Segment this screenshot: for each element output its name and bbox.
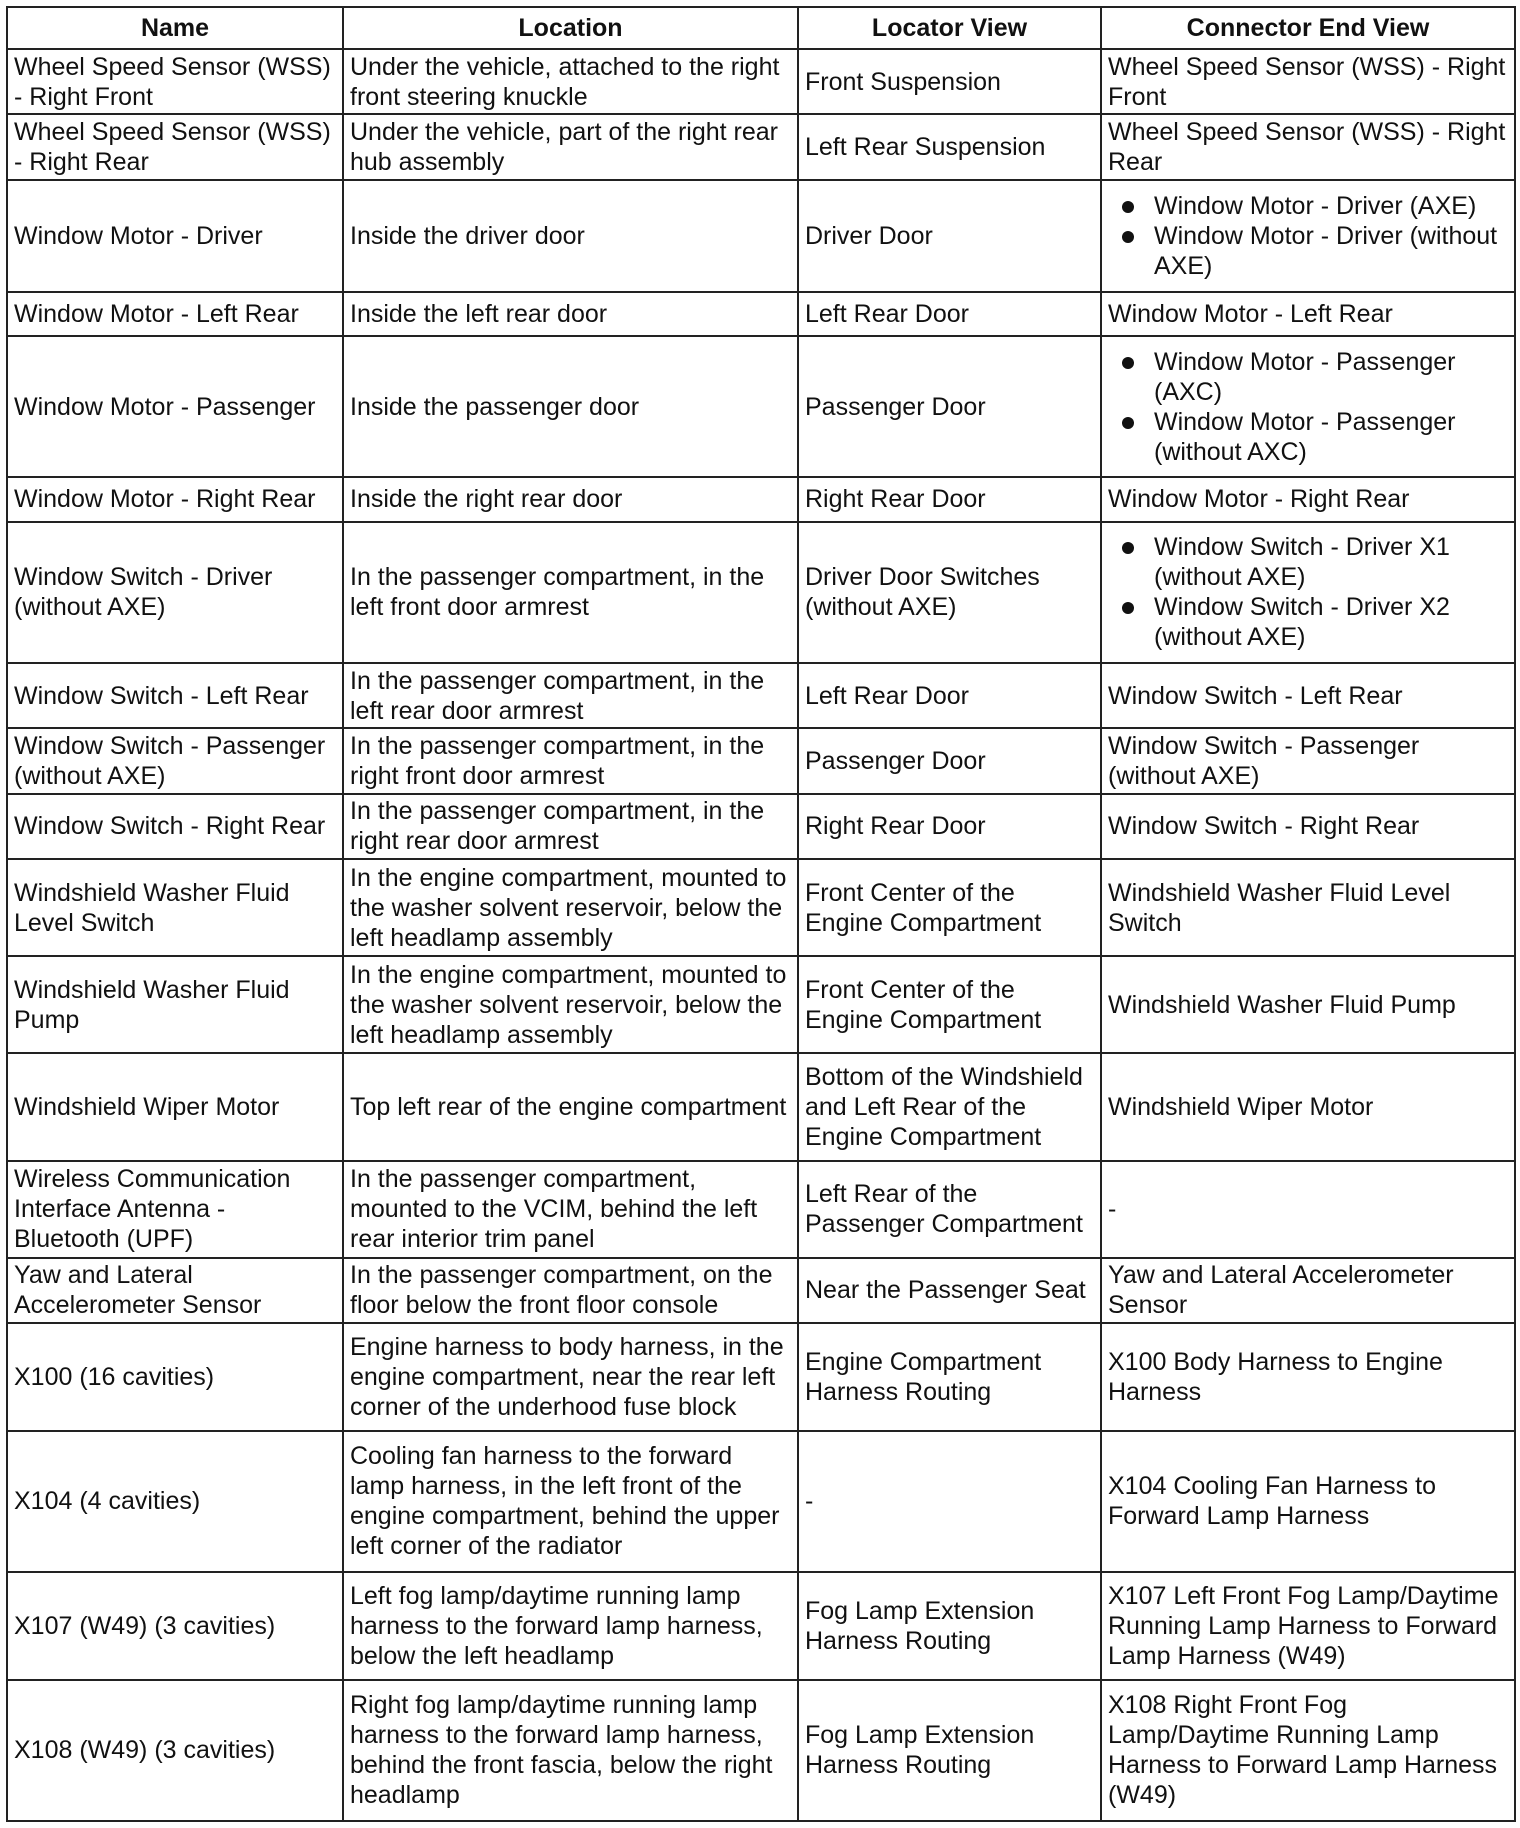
cell-location: In the passenger compartment, in the right front door armrest [343,728,798,793]
cell-location: Engine harness to body harness, in the engine compartment, near the rear left corner of the underhood fuse block [343,1323,798,1431]
cell-connector-end-view: Wheel Speed Sensor (WSS) - Right Front [1101,49,1515,114]
cell-connector-end-view: X104 Cooling Fan Harness to Forward Lamp Harness [1101,1431,1515,1572]
cell-connector-end-view: Windshield Wiper Motor [1101,1053,1515,1161]
cell-locator-view: Near the Passenger Seat [798,1258,1101,1323]
cell-locator-view: Passenger Door [798,336,1101,477]
cell-name: Window Motor - Driver [7,180,343,292]
cell-locator-view: Front Suspension [798,49,1101,114]
cell-connector-end-view: - [1101,1161,1515,1258]
cell-connector-end-view: X107 Left Front Fog Lamp/Daytime Running Lamp Harness to Forward Lamp Harness (W49) [1101,1572,1515,1680]
connector-list-item: Window Switch - Driver X1 (without AXE) [1154,532,1508,592]
connector-list [1108,347,1508,467]
cell-connector-end-view [1101,336,1515,477]
table-row [7,292,1515,336]
cell-location: Under the vehicle, attached to the right front steering knuckle [343,49,798,114]
cell-name: Window Switch - Left Rear [7,663,343,728]
cell-location: Right fog lamp/daytime running lamp harness to the forward lamp harness, behind the front fascia, below the right headlamp [343,1680,798,1821]
cell-connector-end-view: Window Motor - Left Rear [1101,292,1515,336]
cell-locator-view: Right Rear Door [798,477,1101,521]
cell-locator-view: Engine Compartment Harness Routing [798,1323,1101,1431]
connector-table [6,6,1516,1822]
header-location: Location [343,7,798,49]
cell-name: X100 (16 cavities) [7,1323,343,1431]
cell-location: Under the vehicle, part of the right rear hub assembly [343,114,798,179]
table-row [7,49,1515,114]
table-row [7,477,1515,521]
cell-locator-view: Bottom of the Windshield and Left Rear of the Engine Compartment [798,1053,1101,1161]
cell-location: In the passenger compartment, mounted to the VCIM, behind the left rear interior trim panel [343,1161,798,1258]
table-row [7,794,1515,859]
table-row [7,114,1515,179]
header-name: Name [7,7,343,49]
connector-list-item: Window Motor - Driver (AXE) [1154,191,1508,221]
cell-name: Windshield Washer Fluid Level Switch [7,859,343,956]
cell-connector-end-view [1101,522,1515,663]
cell-connector-end-view: Window Motor - Right Rear [1101,477,1515,521]
cell-locator-view: Driver Door [798,180,1101,292]
table-row [7,336,1515,477]
cell-locator-view: - [798,1431,1101,1572]
cell-location: Inside the driver door [343,180,798,292]
cell-name: Wheel Speed Sensor (WSS) - Right Rear [7,114,343,179]
cell-connector-end-view: Windshield Washer Fluid Level Switch [1101,859,1515,956]
cell-locator-view: Fog Lamp Extension Harness Routing [798,1680,1101,1821]
cell-name: Window Motor - Left Rear [7,292,343,336]
cell-location: Top left rear of the engine compartment [343,1053,798,1161]
cell-location: Left fog lamp/daytime running lamp harness to the forward lamp harness, below the left headlamp [343,1572,798,1680]
cell-locator-view: Left Rear Door [798,663,1101,728]
connector-list [1108,191,1508,281]
table-row [7,180,1515,292]
cell-locator-view: Driver Door Switches (without AXE) [798,522,1101,663]
cell-name: Window Motor - Passenger [7,336,343,477]
table-row [7,956,1515,1053]
cell-location: In the engine compartment, mounted to the washer solvent reservoir, below the left headlamp assembly [343,859,798,956]
header-row [7,7,1515,49]
cell-location: Inside the passenger door [343,336,798,477]
cell-location: In the passenger compartment, on the floor below the front floor console [343,1258,798,1323]
connector-list-item: Window Switch - Driver X2 (without AXE) [1154,592,1508,652]
cell-name: Windshield Washer Fluid Pump [7,956,343,1053]
cell-location: Inside the right rear door [343,477,798,521]
cell-connector-end-view: Windshield Washer Fluid Pump [1101,956,1515,1053]
cell-connector-end-view: Yaw and Lateral Accelerometer Sensor [1101,1258,1515,1323]
cell-name: Wheel Speed Sensor (WSS) - Right Front [7,49,343,114]
cell-name: Window Switch - Passenger (without AXE) [7,728,343,793]
cell-name: Window Switch - Driver (without AXE) [7,522,343,663]
cell-location: In the passenger compartment, in the left front door armrest [343,522,798,663]
cell-locator-view: Front Center of the Engine Compartment [798,859,1101,956]
table-row [7,1161,1515,1258]
cell-locator-view: Left Rear of the Passenger Compartment [798,1161,1101,1258]
connector-list-item: Window Motor - Passenger (without AXC) [1154,407,1508,467]
cell-connector-end-view: Window Switch - Left Rear [1101,663,1515,728]
cell-location: Inside the left rear door [343,292,798,336]
cell-locator-view: Fog Lamp Extension Harness Routing [798,1572,1101,1680]
cell-location: In the passenger compartment, in the right rear door armrest [343,794,798,859]
cell-connector-end-view: Wheel Speed Sensor (WSS) - Right Rear [1101,114,1515,179]
header-locator-view: Locator View [798,7,1101,49]
cell-connector-end-view: Window Switch - Passenger (without AXE) [1101,728,1515,793]
cell-location: Cooling fan harness to the forward lamp harness, in the left front of the engine compartment, behind the upper left corner of the radiator [343,1431,798,1572]
cell-locator-view: Right Rear Door [798,794,1101,859]
connector-list [1108,532,1508,652]
table-row [7,1431,1515,1572]
cell-locator-view: Left Rear Door [798,292,1101,336]
table-row [7,522,1515,663]
table-row [7,663,1515,728]
cell-connector-end-view: Window Switch - Right Rear [1101,794,1515,859]
header-connector-end-view: Connector End View [1101,7,1515,49]
cell-connector-end-view: X108 Right Front Fog Lamp/Daytime Running Lamp Harness to Forward Lamp Harness (W49) [1101,1680,1515,1821]
cell-name: Window Motor - Right Rear [7,477,343,521]
cell-locator-view: Passenger Door [798,728,1101,793]
table-row [7,1680,1515,1821]
table-row [7,1053,1515,1161]
cell-location: In the passenger compartment, in the left rear door armrest [343,663,798,728]
table-row [7,1323,1515,1431]
cell-locator-view: Left Rear Suspension [798,114,1101,179]
table-row [7,1258,1515,1323]
cell-name: Yaw and Lateral Accelerometer Sensor [7,1258,343,1323]
cell-connector-end-view: X100 Body Harness to Engine Harness [1101,1323,1515,1431]
cell-name: X108 (W49) (3 cavities) [7,1680,343,1821]
cell-name: X104 (4 cavities) [7,1431,343,1572]
cell-name: Wireless Communication Interface Antenna - Bluetooth (UPF) [7,1161,343,1258]
table-row [7,728,1515,793]
connector-list-item: Window Motor - Passenger (AXC) [1154,347,1508,407]
connector-list-item: Window Motor - Driver (without AXE) [1154,221,1508,281]
table-row [7,1572,1515,1680]
cell-locator-view: Front Center of the Engine Compartment [798,956,1101,1053]
cell-name: Window Switch - Right Rear [7,794,343,859]
cell-name: X107 (W49) (3 cavities) [7,1572,343,1680]
cell-location: In the engine compartment, mounted to the washer solvent reservoir, below the left headlamp assembly [343,956,798,1053]
cell-connector-end-view [1101,180,1515,292]
cell-name: Windshield Wiper Motor [7,1053,343,1161]
table-row [7,859,1515,956]
